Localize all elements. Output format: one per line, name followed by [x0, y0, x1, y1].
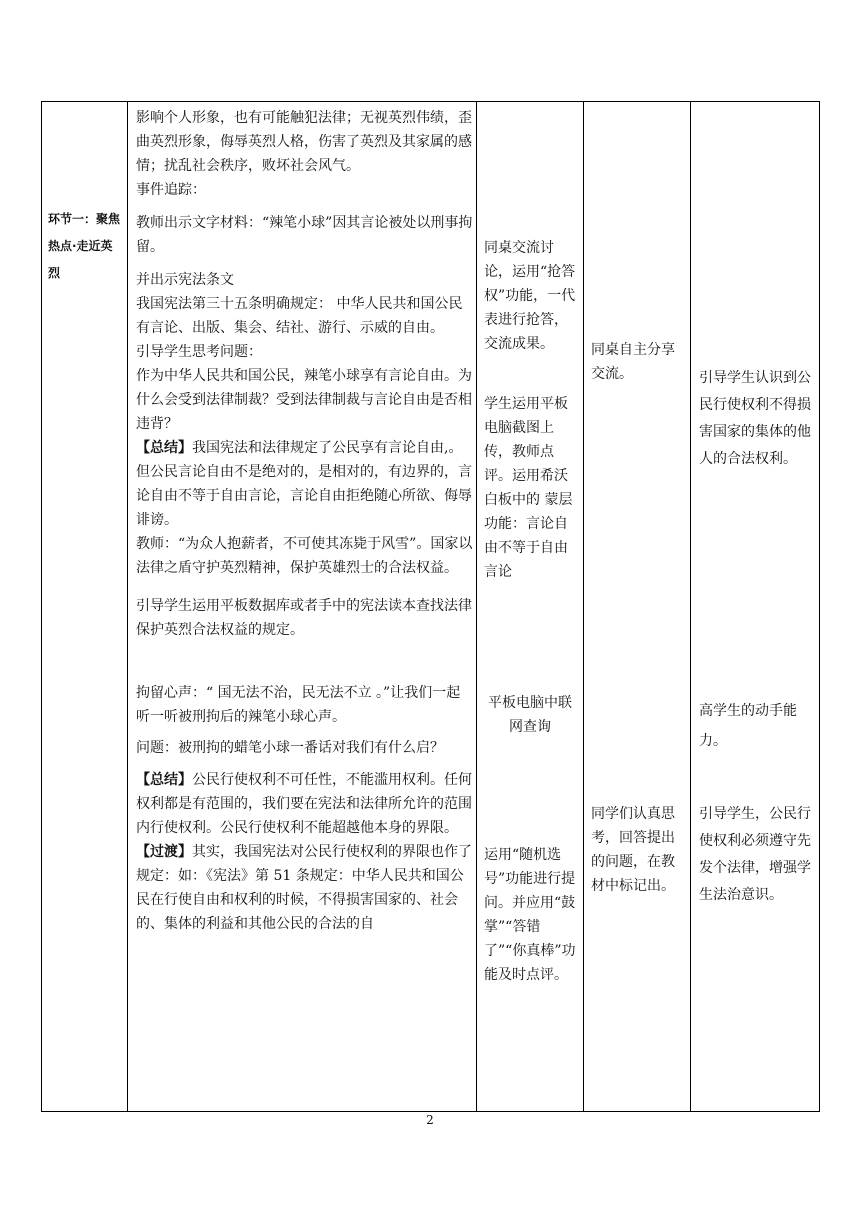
transition-tag: 【过渡】 [136, 844, 192, 860]
tech-use-text: 学生运用平板电脑截图上传，教师点评。运用希沃白板中的 蒙层 功能：言论自由不等于自由言论 [484, 396, 573, 580]
tech-use-text: 同桌交流讨论，运用“抢答权”功能，一代表进行抢答，交流成果。 [484, 240, 576, 352]
teacher-paragraph: 引导学生运用平板数据库或者手中的宪法读本查找法律保护英烈合法权益的规定。 [136, 598, 472, 638]
column-divider [690, 102, 691, 1111]
teacher-paragraph: 作为中华人民共和国公民，辣笔小球享有言论自由。为什么会受到法律制裁？受到法律制裁与言论自由是否相违背？ [136, 368, 472, 432]
design-intent-text: 高学生的动手能力。 [699, 703, 797, 749]
summary-text: 公民行使权利不可任性，不能滥用权利。任何权利都是有范围的，我们要在宪法和法律所允许的范围内行使权利。公民行使权利不能超越他本身的界限。 [136, 772, 472, 836]
summary-paragraph [136, 436, 473, 532]
summary-text: 我国宪法和法律规定了公民享有言论自由,。但公民言论自由不是绝对的，是相对的，有边界的，言论自由不等于自由言论，言论自由拒绝随心所欲、侮辱诽谤。 [136, 440, 472, 528]
teacher-paragraph: 教师出示文字材料：“辣笔小球”因其言论被处以刑事拘留。 [136, 215, 473, 255]
teacher-paragraph: 教师：“为众人抱薪者，不可使其冻毙于风雪”。国家以法律之盾守护英烈精神，保护英雄烈士的合法权益。 [136, 536, 473, 576]
summary-tag: 【总结】 [136, 440, 192, 456]
summary-tag: 【总结】 [136, 772, 192, 788]
tech-use-text: 平板电脑中联网查询 [488, 695, 572, 735]
summary-paragraph [136, 768, 473, 840]
stage-title: 环节一：聚焦热点·走近英烈 [48, 212, 121, 280]
design-intent-text: 引导学生，公民行使权利必须遵守先发个法律，增强学生法治意识。 [699, 806, 811, 903]
teacher-paragraph: 影响个人形象，也有可能触犯法律；无视英烈伟绩，歪曲英烈形象，侮辱英烈人格，伤害了英烈及其家属的感情；扰乱社会秩序，败坏社会风气。 [136, 110, 472, 174]
column-divider [476, 102, 477, 1111]
teacher-paragraph: 并出示宪法条文 [136, 272, 234, 288]
student-activity-text: 同桌自主分享交流。 [591, 342, 675, 382]
teacher-activity-cell [136, 106, 473, 936]
page-number: 2 [426, 1113, 434, 1127]
teacher-paragraph: 我国宪法第三十五条明确规定： 中华人民共和国公民有言论、出版、集会、结社、游行、示威的自由。 [136, 296, 463, 336]
teacher-paragraph: 拘留心声：“ 国无法不治，民无法不立 。”让我们一起听一听被刑拘后的辣笔小球心声。 [136, 685, 461, 725]
teacher-paragraph: 事件追踪： [136, 182, 206, 198]
transition-text: 其实，我国宪法对公民行使权利的界限也作了规定：如：《宪法》第 51 条规定：中华人民共和国公民在行使自由和权利的时候，不得损害国家的、社会的、集体的利益和其他公民的合法的自 [136, 844, 472, 932]
column-divider [127, 102, 128, 1111]
lesson-plan-table [41, 101, 820, 1112]
tech-use-text: 运用“随机选号”功能进行提问。并应用“鼓掌”“答错了”“你真棒”功能及时点评。 [484, 847, 576, 983]
design-intent-text: 引导学生认识到公民行使权利不得损害国家的集体的他人的合法权利。 [699, 370, 811, 467]
teacher-paragraph: 问题：被刑拘的蜡笔小球一番话对我们有什么启？ [136, 740, 444, 756]
student-activity-text: 同学们认真思考，回答提出的问题，在教材中标记出。 [591, 806, 675, 894]
column-divider [583, 102, 584, 1111]
teacher-paragraph: 引导学生思考问题： [136, 344, 262, 360]
transition-paragraph [136, 840, 473, 936]
